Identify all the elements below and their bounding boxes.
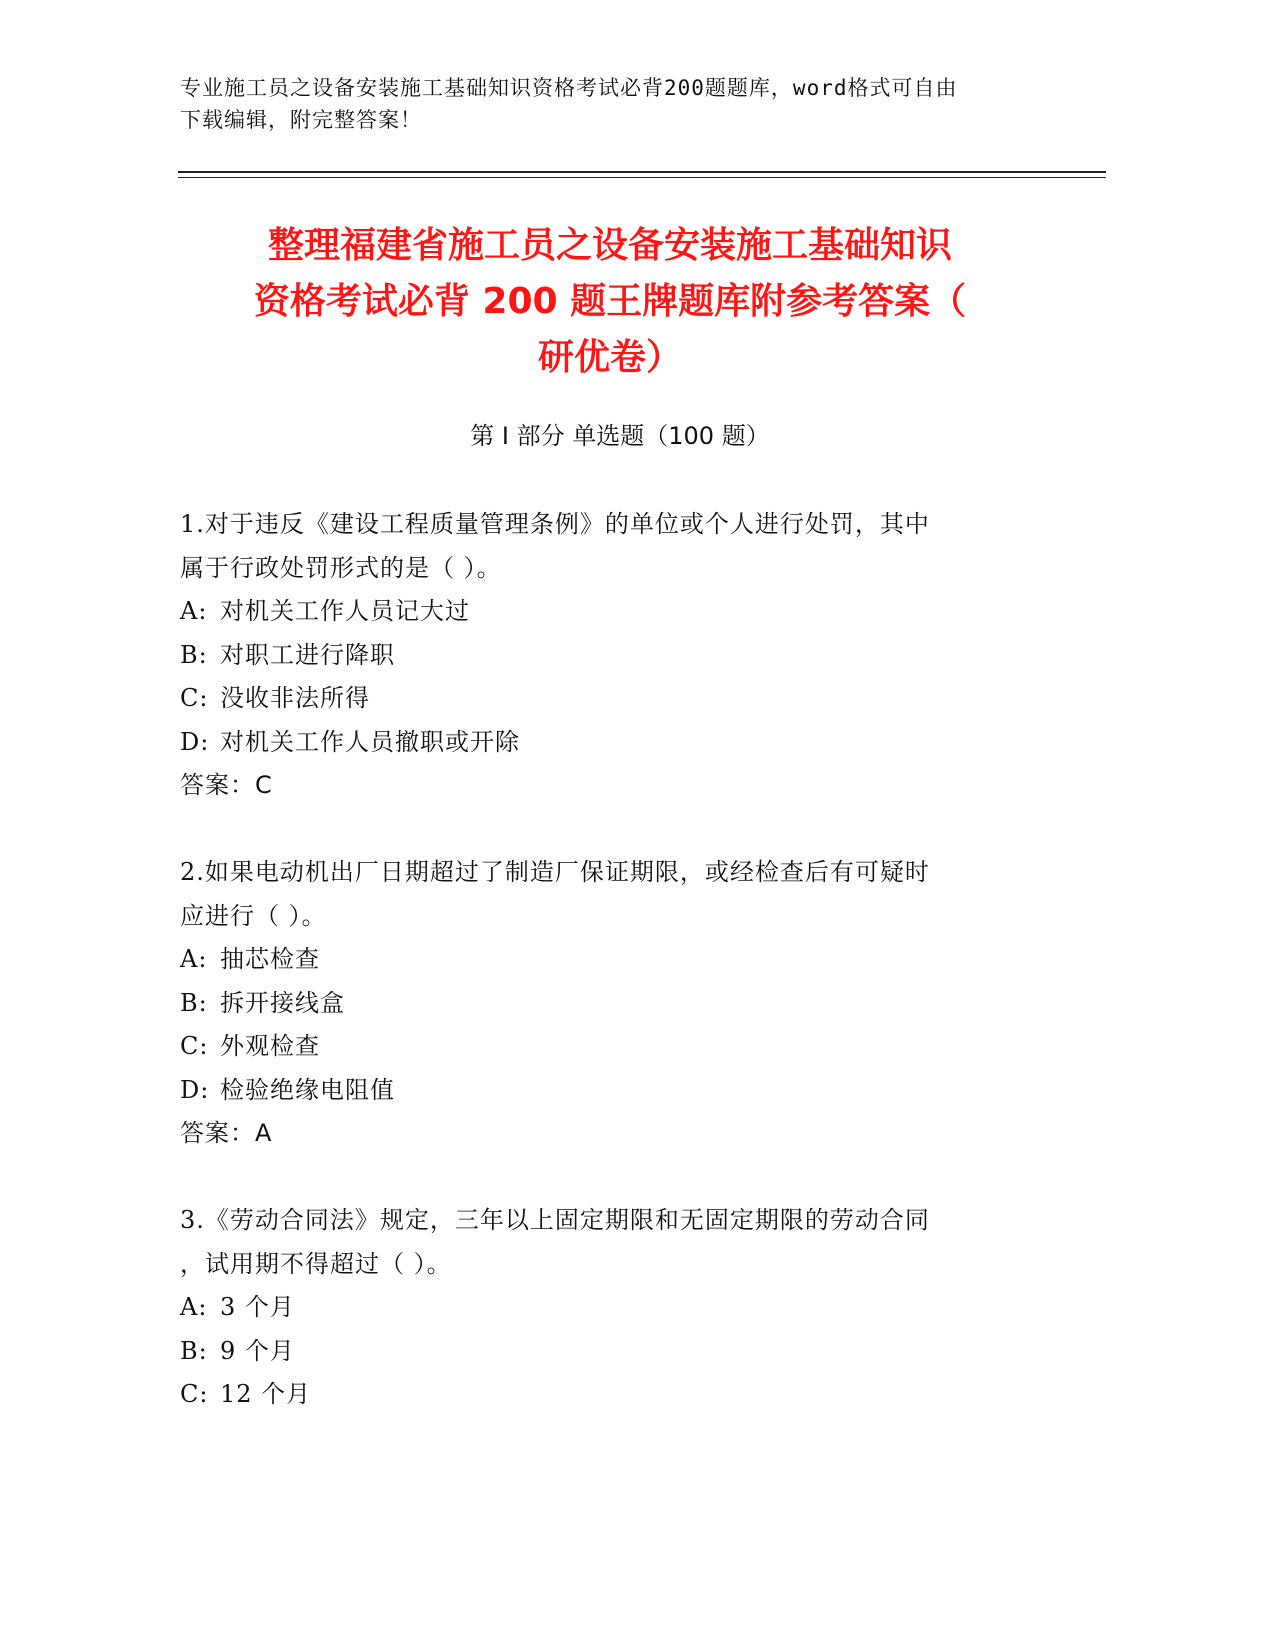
option-text: 对职工进行降职 [220,640,395,669]
option-key: D: [180,727,210,756]
title-line: 整理福建省施工员之设备安装施工基础知识 [267,225,952,266]
title-line: 研优卷） [537,337,682,378]
option-d [180,721,1080,765]
option-key: A: [180,597,208,625]
header-note-line: 专业施工员之设备安装施工基础知识资格考试必背200题题库，word格式可自由 [180,76,958,100]
option-c [180,1025,1080,1069]
option-key: B: [180,640,208,669]
option-a [180,938,1080,982]
option-b [180,634,1080,678]
header-divider [178,171,1106,173]
option-key: D: [180,1075,210,1104]
option-text: 3 个月 [220,1293,295,1321]
question-stem: 应进行（ ）。 [180,901,327,930]
question-stem: 属于行政处罚形式的是（ ）。 [180,553,502,582]
section-heading: 第 I 部分 单选题（100 题） [470,422,770,450]
option-key: C: [180,684,209,712]
option-key: B: [180,988,208,1017]
answer-line: 答案：C [180,771,273,799]
question-stem: ，试用期不得超过（ ）。 [180,1249,452,1278]
option-b [180,1330,1080,1374]
option-key: A: [180,945,208,973]
option-text: 对机关工作人员记大过 [220,597,470,625]
option-key: B: [180,1336,208,1365]
question-3 [180,1199,1080,1417]
answer-line: 答案：A [180,1119,273,1147]
question-1 [180,503,1080,808]
option-text: 没收非法所得 [220,684,370,712]
option-text: 抽芯检查 [220,945,320,973]
option-text: 拆开接线盒 [220,988,345,1017]
header-divider [178,177,1106,178]
option-text: 外观检查 [220,1032,320,1060]
question-stem: 2.如果电动机出厂日期超过了制造厂保证期限，或经检查后有可疑时 [180,858,930,886]
option-key: A: [180,1293,208,1321]
header-note-line: 下载编辑，附完整答案！ [180,108,422,132]
title-line: 资格考试必背 200 题王牌题库附参考答案（ [253,281,967,322]
option-text: 检验绝缘电阻值 [220,1075,395,1104]
question-stem: 1.对于违反《建设工程质量管理条例》的单位或个人进行处罚，其中 [180,510,930,538]
option-d [180,1069,1080,1113]
header-note [180,72,1060,136]
option-a [180,590,1080,634]
option-key: C: [180,1380,209,1408]
document-title [160,218,1060,386]
option-a [180,1286,1080,1330]
option-c [180,1373,1080,1417]
option-key: C: [180,1032,209,1060]
option-text: 9 个月 [220,1336,295,1365]
option-b [180,982,1080,1026]
question-2 [180,851,1080,1156]
option-text: 12 个月 [220,1380,312,1408]
option-text: 对机关工作人员撤职或开除 [220,727,520,756]
option-c [180,677,1080,721]
question-stem: 3.《劳动合同法》规定，三年以上固定期限和无固定期限的劳动合同 [180,1206,930,1234]
